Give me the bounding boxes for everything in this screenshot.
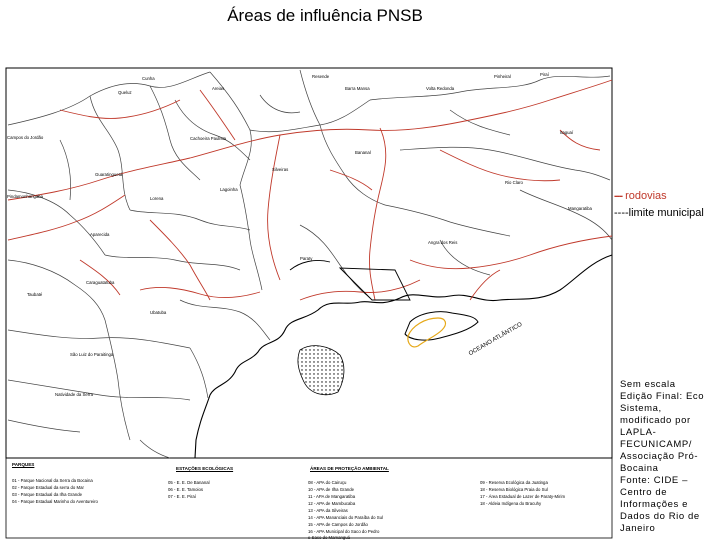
estacao-row: 06 - E. E. Tamoios <box>168 487 204 492</box>
coastline <box>195 255 612 458</box>
reserva-row: 17 - Área Estadual de Lazer de Paraty-Mirim <box>480 494 566 499</box>
map-label: Angra dos Reis <box>428 240 458 245</box>
note-line: Dados do Rio de <box>620 511 700 522</box>
source-notes <box>620 379 716 535</box>
parque-row: 01 - Parque Nacional da Serra da Bocaina <box>12 478 93 483</box>
apa-heading: ÁREAS DE PROTEÇÃO AMBIENTAL <box>310 466 389 471</box>
map-label: Campos do Jordão <box>7 135 44 140</box>
map-label: Queluz <box>118 90 132 95</box>
note-line: LAPLA- <box>620 427 657 438</box>
roads <box>8 80 612 300</box>
map-label: Cunha <box>142 76 155 81</box>
note-line: FECUNICAMP/ <box>620 439 693 450</box>
estacao-row: 05 - E. E. De Bananal <box>168 480 210 485</box>
map-label: Ubatuba <box>150 310 167 315</box>
estacoes-heading: ESTAÇÕES ECOLÓGICAS <box>176 466 234 471</box>
map-label: Cachoeira Paulista <box>190 136 227 141</box>
reserva-row: 18 - Aldeia Indígena do Bracuhy <box>480 501 542 506</box>
parques-heading: PARQUES <box>12 462 35 467</box>
apa-row: 10 - APA de Ilha Grande <box>308 487 355 492</box>
map-label: Lorena <box>150 196 164 201</box>
map-label: Silveiras <box>272 167 289 172</box>
map-label: Resende <box>312 74 330 79</box>
map-label: Pinheiral <box>494 74 511 79</box>
page-title: Áreas de influência PNSB <box>227 6 423 25</box>
note-line: Fonte: CIDE – <box>620 475 688 486</box>
parque-row: 02 - Parque Estadual da serra do Mar <box>12 485 84 490</box>
estacao-row: 07 - E. E. Piraí <box>168 494 196 499</box>
map-label: Pindamonhangaba <box>7 194 44 199</box>
map-label: Bananal <box>355 150 371 155</box>
note-line: Bocaina <box>620 463 659 474</box>
map-label: Guaratinguetá <box>95 172 123 177</box>
map-label: Taubaté <box>27 292 43 297</box>
roads-label: rodovias <box>625 190 667 202</box>
apa-row: 12 - APA de Mambucaba <box>308 501 356 506</box>
note-line: Centro de <box>620 487 668 498</box>
map-label: Lagoinha <box>220 187 238 192</box>
map-label: Natividade da Serra <box>55 392 93 397</box>
reserva-row: 18 - Reserva Biológica Praia do Sul <box>480 487 548 492</box>
ocean-label: OCEANO ATLÂNTICO <box>468 321 524 358</box>
apa-row: 14 - APA Mananciais do Paraíba do Sul <box>308 515 383 520</box>
apa-row: 16 - APA Municipal do Saco do Pedro <box>308 529 380 534</box>
map-label: Piraí <box>540 72 549 77</box>
map-label: Aparecida <box>90 232 110 237</box>
map-label: Rio Claro <box>505 180 523 185</box>
map-frame <box>6 68 612 458</box>
municipal-limits <box>8 70 612 458</box>
reserva-row: 09 - Reserva Ecológica da Juatinga <box>480 480 548 485</box>
dotted-reserve <box>298 346 344 395</box>
map-label: Caraguatatuba <box>86 280 115 285</box>
map-label: Paraty <box>300 256 313 261</box>
map-label: Mangaratiba <box>568 206 592 211</box>
apa-row: 08 - APA do Cairuçu <box>308 480 347 485</box>
legend-roads <box>614 190 667 202</box>
map-label: Barra Mansa <box>345 86 370 91</box>
note-line: Janeiro <box>620 523 656 534</box>
map-label: Areias <box>212 86 225 91</box>
note-line: Sem escala <box>620 379 676 390</box>
apa-row: 13 - APA da Silveiras <box>308 508 348 513</box>
park-boundaries <box>290 260 410 300</box>
apa-row: 15 - APA de Campos do Jordão <box>308 522 368 527</box>
parque-row: 04 - Parque Estadual Marinho do Aventureiro <box>12 499 98 504</box>
note-line: Edição Final: Eco <box>620 391 705 402</box>
map-label: São Luiz do Paraitinga <box>70 352 114 357</box>
legend-limits: ----limite municipal <box>614 207 704 219</box>
note-line: Sistema, <box>620 403 662 414</box>
map-label: Itaguaí <box>560 130 574 135</box>
parque-row: 03 - Parque Estadual da Ilha Grande <box>12 492 82 497</box>
note-line: Associação Pró- <box>620 451 699 462</box>
apa-row: 11 - APA de Mangaratiba <box>308 494 356 499</box>
note-line: modificado por <box>620 415 691 426</box>
map-label: Volta Redonda <box>426 86 455 91</box>
roads-symbol: --- <box>614 190 622 202</box>
apa-row: e Saco do Mamanguá <box>308 535 351 540</box>
note-line: Informações e <box>620 499 688 510</box>
